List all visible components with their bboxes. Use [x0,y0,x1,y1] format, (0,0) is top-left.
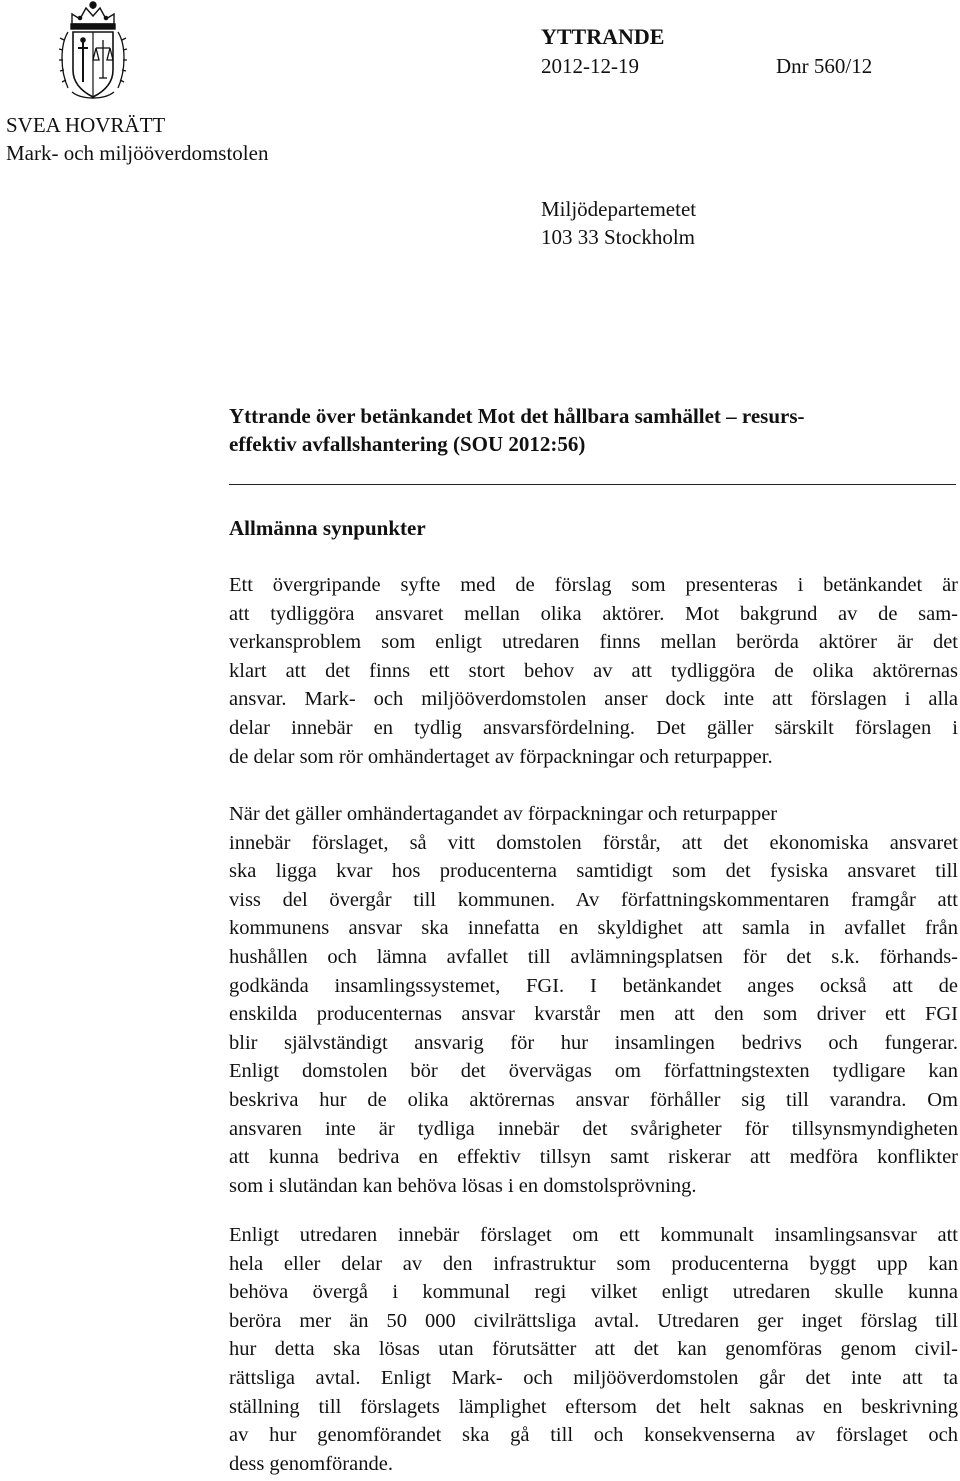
paragraph-line: innebär förslaget, så vitt domstolen förstår, att det ekonomiska ansvaret [229,831,958,854]
court-name [6,111,268,167]
paragraph [229,571,958,771]
subject-line: Yttrande över betänkandet Mot det hållbara samhället – resurs- [229,404,805,428]
paragraph-line: Enligt utredaren innebär förslaget om ett kommunalt insamlingsansvar att [229,1224,958,1246]
paragraph-line: klart att det finns ett stort behov av att tydliggöra de olika aktörernas [229,659,958,682]
paragraph-line: att tydliggöra ansvaret mellan olika aktörer. Mot bakgrund av de sam- [229,602,958,625]
paragraph-line: När det gäller omhändertagandet av förpackningar och returpapper [229,803,778,825]
paragraph-line: ska ligga kvar hos producenterna samtidigt som det fysiska ansvaret till [229,860,958,883]
paragraph-line: blir självständigt ansvarig för hur insamlingen bedrivs och fungerar. [229,1031,958,1054]
paragraph-line: viss del övergår till kommunen. Av författningskommentaren framgår att [229,888,958,911]
separator-rule [229,484,956,485]
document-date: 2012-12-19 [541,54,639,78]
paragraph-line: enskilda producenternas ansvar kvarstår men att den som driver ett FGI [229,1003,958,1026]
paragraph-line: beröra mer än 50 000 civilrättsliga avtal. Utredaren ger inget förslag till [229,1309,958,1332]
recipient-line: 103 33 Stockholm [541,225,696,249]
paragraph-line: hela eller delar av den infrastruktur som producenterna byggt upp kan [229,1252,958,1275]
subject-title [229,402,929,458]
paragraph-line: rättsliga avtal. Enligt Mark- och miljööverdomstolen går det inte att ta [229,1366,958,1389]
paragraph-line: Ett övergripande syfte med de förslag som presenteras i betänkandet är [229,574,958,596]
paragraph-line: delar innebär en tydlig ansvarsfördelning. Det gäller särskilt förslagen i [229,716,958,739]
subject-line: effektiv avfallshantering (SOU 2012:56) [229,432,586,456]
paragraph-line: Enligt domstolen bör det övervägas om författningstexten tydligare kan [229,1060,958,1083]
paragraph-line: kommunens ansvar ska innefatta en skyldighet att samla in avfallet från [229,917,958,940]
royal-crest-icon [58,0,128,103]
paragraph-line: behöva övergå i kommunal regi vilket enligt utredaren skulle kunna [229,1281,958,1304]
paragraph-line: de delar som rör omhändertaget av förpackningar och returpapper. [229,745,773,768]
paragraph-line: hushållen och lämna avfallet till avlämningsplatsen för det s.k. förhands- [229,945,958,968]
paragraph-line: ställning till förslagets lämplighet eftersom det helt saknas en beskrivning [229,1395,958,1418]
document-type: YTTRANDE [541,24,665,49]
paragraph-line: ansvar. Mark- och miljööverdomstolen anser dock inte att förslagen i alla [229,688,958,711]
paragraph-line: godkända insamlingssystemet, FGI. I betänkandet anges också att de [229,974,958,997]
section-heading: Allmänna synpunkter [229,516,426,540]
paragraph [229,800,958,1200]
paragraph [229,1221,958,1478]
paragraph-line: av hur genomförandet ska gå till och konsekvenserna av förslaget och [229,1424,958,1447]
paragraph-line: beskriva hur de olika aktörernas ansvar förhåller sig till varandra. Om [229,1088,958,1111]
recipient-line: Miljödepartemetet [541,197,697,221]
paragraph-line: verkansproblem som enligt utredaren finns mellan berörda aktörer är det [229,631,958,654]
court-name-line: SVEA HOVRÄTT [6,113,166,137]
paragraph-line: att kunna bedriva en effektiv tillsyn samt riskerar att medföra konflikter [229,1146,958,1169]
recipient-address [541,195,696,251]
paragraph-line: som i slutändan kan behöva lösas i en domstolsprövning. [229,1174,697,1197]
paragraph-line: dess genomförande. [229,1452,393,1475]
paragraph-line: ansvaren inte är tydliga innebär det svårigheter för tillsynsmyndigheten [229,1117,958,1140]
court-name-line: Mark- och miljööverdomstolen [6,141,269,165]
document-number: Dnr 560/12 [776,54,873,78]
paragraph-line: hur detta ska lösas utan förutsätter att det kan genomföras genom civil- [229,1338,958,1361]
